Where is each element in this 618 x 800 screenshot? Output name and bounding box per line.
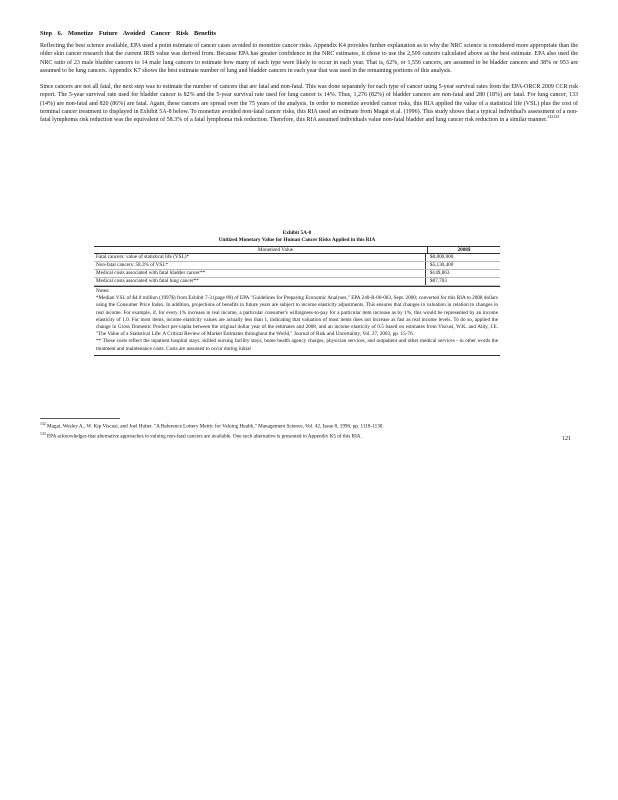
notes-label: Notes: (96, 288, 110, 294)
footnote-ref-132[interactable]: 132 (547, 114, 554, 120)
footnote-text: Magat, Wesley A., W. Kip Viscusi, and Joel Huber. "A Reference Lottery Metric for Valuing Health," Management Science, Vol. 42, Issue 8, 1996, pp. 1118-1130. (47, 423, 384, 430)
exhibit-notes (94, 286, 500, 356)
row-label: Medical costs associated with fatal bladder cancer** (96, 270, 206, 276)
footnote-ref-133[interactable]: 133 (553, 114, 560, 120)
footnote-number: 133 (40, 432, 46, 437)
note-1: *Median VSL of $4.8 million (1997$) from Exhibit 7-3 (page 89) of EPA "Guidelines for Preparing Economic Analyses," EPA 240-R-00-003, Sept. 2000; converted for this RIA to 2008 dollars using the Consumer Price Index. In addition, projections of benefits in future years are subject to income elasticity adjustments. This ensures that changes in valuation in relation to changes in real income. For example, if, for every 1% increase in real income, a particular consumer's willingness-to-pay for a particular item increase as by 1%, this would be represented by an income elasticity of 1.0. For most items, income elasticity values are actually less than 1, indicating that valuation of most items does not increase as fast as real income levels. To do so, applied the change in Gross Domestic Product per-capita between the original dollar year of the estimates and 2008, and an income elasticity of 0.5 based on estimates from Viscusi, W.K. and Aldy, J.E. "The Value of a Statistical Life: A Critical Review of Market Estimates throughout the World," Journal of Risk and Uncertainty, Vol. 27, 2003, pp. 15-76. (96, 295, 498, 338)
note-2: ** These costs reflect the inpatient hospital stays, skilled nursing facility stays, home health agency charges, physician services, and outpatient and other medical services - in other words the treatment and maintenance costs. Costs are assumed to occur during initial (96, 338, 498, 352)
table-row (94, 262, 500, 270)
exhibit-number: Exhibit 5A-8 (282, 230, 312, 236)
paragraph-2-text: Since cancers are not all fatal, the next step was to estimate the number of cancers that are fatal and non-fatal. This was done separately for each type of cancer using 5-year survival rates from the EPA-ORCR 2009 CCR risk report. The 5-year survival rate used for bladder cancer is 82% and the 5-year survival rate used for lung cancer is 14%. Thus, 1,276 (82%) of bladder cancers are non-fatal and 280 (18%) are fatal. For lung cancer, 133 (14%) are non-fatal and 820 (86%) are fatal. Again, these cancers are spread over the 75 years of the analysis. In order to monetize avoided cancer risks, this RIA applied the value of a statistical life (VSL) plus the cost of terminal cancer treatment to displayed in Exhibit 5A-8 below. To monetize avoided non-fatal cancer risks, this RIA used an estimate from Magat et al. (1996). This study shows that a typical individual's assessment of a non-fatal lymphoma risk reduction was the equivalent of 58.3% of a fatal lymphoma risk reduction. Therefore, this RIA assumed individuals value non-fatal bladder and lung cancer risk reduction in a similar manner. (40, 84, 578, 124)
row-label: Medical costs associated with fatal lung cancer** (96, 278, 199, 284)
section-heading: Step 6. Monetize Future Avoided Cancer Risk Benefits (40, 30, 217, 37)
exhibit-title: Unitized Monetary Value for Human Cancer Risks Applied in this RIA (218, 237, 376, 243)
table-row (94, 254, 500, 262)
row-label: Fatal cancers: value of statistical life (VSL)* (96, 254, 190, 260)
footnote-number: 132 (40, 422, 46, 426)
footnote-133 (40, 431, 578, 441)
exhibit-header (94, 246, 500, 254)
row-value: $5,130,400 (425, 262, 500, 269)
row-value: $149,863 (425, 270, 500, 277)
row-value: $8,800,000 (425, 254, 500, 261)
paragraph-2 (40, 83, 578, 124)
exhibit-table (94, 230, 500, 356)
paragraph-1: Reflecting the best science available, EPA used a point estimate of cancer cases avoided to monetize cancer risks. Appendix K4 provides further explanation as to why the NRC science is considered more appropriate than the older skin cancer research that the current IRIS value was derived from. Because EPA has greater confidence in the NRC estimates, it chose to use the 2,509 cancers calculated above as the best estimate. EPA also used the NRC ratio of 23 male bladder cancers to 14 male lung cancers to estimate how many of each type were likely to occur in each year. That is, 62%, or 1,556 cancers, are assumed to be bladder cancers and 38% or 953 are assumed to be lung cancers. Appendix K7 shows the best estimate number of lung and bladder cancers in each year that was used in the remaining portions of this analysis. (40, 43, 578, 74)
document-page (40, 30, 578, 133)
footnote-text: EPA acknowledges that alternative approaches to valuing non-fatal cancers are available. One such alternative is presented in Appendix K5 of this RIA. (47, 433, 362, 440)
table-row (94, 270, 500, 278)
footnotes (40, 418, 578, 441)
footnote-132 (40, 421, 578, 431)
footnote-divider (40, 418, 120, 419)
table-row (94, 278, 500, 286)
column-value-header: 2008$ (427, 247, 500, 253)
row-value: $87,703 (425, 278, 500, 285)
column-label: Monetized Value (257, 247, 294, 253)
page-number: 121 (562, 436, 571, 442)
row-label: Non-fatal cancers: 58.3% of VSL* (96, 262, 169, 268)
